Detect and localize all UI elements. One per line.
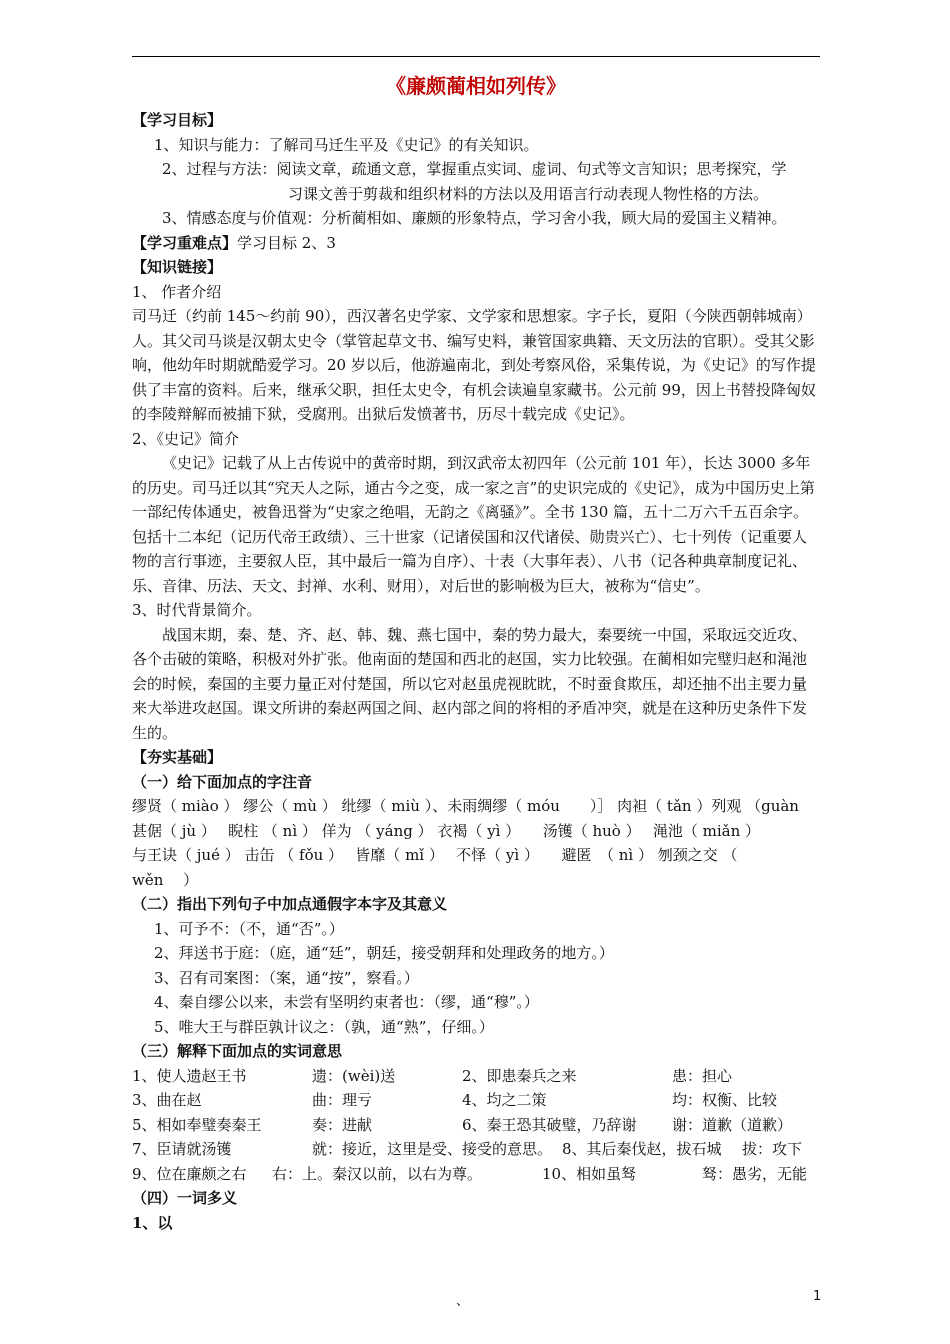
footer-mark: 、 bbox=[456, 1294, 470, 1309]
table-cell: 拔：攻下 bbox=[742, 1140, 803, 1158]
background-title: 3、时代背景简介。 bbox=[132, 601, 262, 619]
shiji-text: 《史记》记载了从上古传说中的黄帝时期，到汉武帝太初四年（公元前 101 年），长达 3000 多年的历史。司马迁以其“究天人之际，通古今之变，成一家之言”的史识完成的《史记》，成为中国历史上第一部纪传体通史，被鲁迅誉为“史家之绝唱，无韵之《离骚》”。全书 130 篇，五十二万六千五百余字。包括十二本纪（记历代帝王政绩）、三十世家（记诸侯国和汉代诸侯、勋贵兴亡）、七十列传（记重要人物的言行事迹，主要叙人臣，其中最后一篇为自序）、十表（大事年表）、八书（记各种典章制度记礼、乐、音律、历法、天文、封禅、水利、财用），对后世的影响极为巨大，被称为“信史”。 bbox=[132, 454, 815, 595]
table-row bbox=[132, 1064, 820, 1089]
objective-item: 1、知识与能力：了解司马迁生平及《史记》的有关知识。 bbox=[154, 135, 539, 154]
table-cell: 6、秦王恐其破璧，乃辞谢 bbox=[462, 1115, 637, 1134]
table-row bbox=[132, 1088, 820, 1113]
shiji-title: 2、《史记》简介 bbox=[132, 429, 240, 448]
tongjia-item: 5、唯大王与群臣孰计议之：（孰，通“熟”，仔细。） bbox=[154, 1017, 494, 1036]
table-row bbox=[132, 1137, 820, 1162]
pronunciation-line: 与王诀（ jué ） 击缶 （ fǒu ） 皆靡（ mǐ ） 不怿（ yì ） 避匿 （ nì ） 刎颈之交 （ bbox=[132, 846, 738, 864]
tongjia-item: 3、召有司案图：（案，通“按”，察看。） bbox=[154, 968, 419, 987]
objective-item: 2、过程与方法：阅读文章，疏通文意，掌握重点实词、虚词、句式等文言知识；思考探究，学 bbox=[162, 160, 787, 178]
table-cell: 均：权衡、比较 bbox=[672, 1091, 778, 1109]
table-cell: 7、臣请就汤镬 bbox=[132, 1140, 232, 1158]
author-title: 1、 作者介绍 bbox=[132, 282, 222, 301]
tongjia-item: 2、拜送书于庭：（庭，通“廷”，朝廷，接受朝拜和处理政务的地方。） bbox=[154, 944, 614, 962]
section4-title: （四）一词多义 bbox=[132, 1189, 238, 1207]
table-cell: 奏：进献 bbox=[312, 1115, 373, 1134]
table-cell: 患：担心 bbox=[672, 1066, 733, 1085]
table-cell: 9、位在廉颇之右 bbox=[132, 1164, 247, 1183]
table-cell: 驽：愚劣，无能 bbox=[702, 1164, 808, 1183]
document-page bbox=[132, 72, 820, 1235]
table-row bbox=[132, 1113, 820, 1138]
section1-title: （一）给下面加点的字注音 bbox=[132, 772, 313, 791]
table-cell: 5、相如奉璧奏秦王 bbox=[132, 1115, 262, 1134]
tongjia-item: 4、秦自缪公以来，未尝有坚明约束者也：（缪，通“穆”。） bbox=[154, 993, 539, 1011]
background-text: 战国末期，秦、楚、齐、赵、韩、魏、燕七国中，秦的势力最大，秦要统一中国，采取远交近攻、各个击破的策略，积极对外扩张。他南面的楚国和西北的赵国，实力比较强。在蔺相如完璧归赵和渑池会的时候，秦国的主要力量正对付楚国，所以它对赵虽虎视眈眈，不时蚕食欺压，却还抽不出主要力量来大举进攻赵国。课文所讲的秦赵两国之间、赵内部之间的将相的矛盾冲突，就是在这种历史条件下发生的。 bbox=[132, 625, 808, 742]
table-cell: 2、即患秦兵之来 bbox=[462, 1066, 577, 1085]
difficulty-line bbox=[132, 231, 820, 256]
table-cell: 遗：(wèi)送 bbox=[312, 1066, 396, 1085]
basics-heading: 【夯实基础】 bbox=[132, 748, 223, 766]
word-meaning-table bbox=[132, 1064, 820, 1187]
objectives-heading: 【学习目标】 bbox=[132, 111, 223, 129]
table-cell: 3、曲在赵 bbox=[132, 1091, 202, 1109]
section2-title: （二）指出下列句子中加点通假字本字及其意义 bbox=[132, 895, 448, 913]
table-cell: 4、均之二策 bbox=[462, 1091, 547, 1109]
tongjia-item: 1、可予不：（不，通“否”。） bbox=[154, 919, 344, 938]
section3-title: （三）解释下面加点的实词意思 bbox=[132, 1042, 343, 1060]
header-rule bbox=[132, 56, 820, 57]
knowledge-heading: 【知识链接】 bbox=[132, 258, 223, 276]
table-cell: 就：接近，这里是受、接受的意思。 bbox=[312, 1140, 553, 1158]
table-cell: 曲：理亏 bbox=[312, 1091, 373, 1109]
polysemy-item: 1、以 bbox=[132, 1213, 173, 1232]
difficulty-text: 学习目标 2、3 bbox=[237, 233, 336, 252]
table-cell: 右：上。秦汉以前，以右为尊。 bbox=[272, 1164, 483, 1183]
pronunciation-line: 缪贤（ miào ） 缪公（ mù ） 纰缪（ miù ）、未雨绸缪（ móu ）］ 肉袒（ tǎn ）列观 （guàn bbox=[132, 797, 799, 815]
table-row bbox=[132, 1162, 820, 1187]
table-cell: 10、相如虽驽 bbox=[542, 1164, 637, 1183]
author-text: 司马迁（约前 145～约前 90），西汉著名史学家、文学家和思想家。字子长，夏阳（今陕西朝韩城南）人。其父司马谈是汉朝太史令（掌管起草文书、编写史料，兼管国家典籍、天文历法的官职）。受其父影响，他幼年时期就酷爱学习。20 岁以后，他游遍南北，到处考察风俗，采集传说，为《史记》的写作提供了丰富的资料。后来，继承父职，担任太史令，有机会读遍皇家藏书。公元前 99，因上书替投降匈奴的李陵辩解而被捕下狱，受腐刑。出狱后发愤著书，历尽十载完成《史记》。 bbox=[132, 307, 816, 423]
pronunciation-line: 甚倨（ jù ） 睨柱 （ nì ） 佯为 （ yáng ） 衣褐（ yì ） 汤镬（ huò ） 渑池（ miǎn ） bbox=[132, 821, 761, 840]
difficulty-heading: 【学习重难点】 bbox=[132, 233, 238, 252]
table-cell: 1、使人遗赵王书 bbox=[132, 1066, 247, 1085]
pronunciation-line: wěn ） bbox=[132, 870, 199, 889]
page-number: 1 bbox=[813, 1289, 822, 1304]
table-cell: 谢：道歉（道歉） bbox=[672, 1115, 793, 1134]
page-title: 《廉颇蔺相如列传》 bbox=[386, 74, 566, 98]
objective-item: 3、情感态度与价值观：分析蔺相如、廉颇的形象特点，学习舍小我，顾大局的爱国主义精神。 bbox=[162, 209, 787, 227]
table-cell: 8、其后秦伐赵，拔石城 bbox=[562, 1140, 722, 1158]
objective-item: 习课文善于剪裁和组织材料的方法以及用语言行动表现人物性格的方法。 bbox=[288, 184, 769, 203]
